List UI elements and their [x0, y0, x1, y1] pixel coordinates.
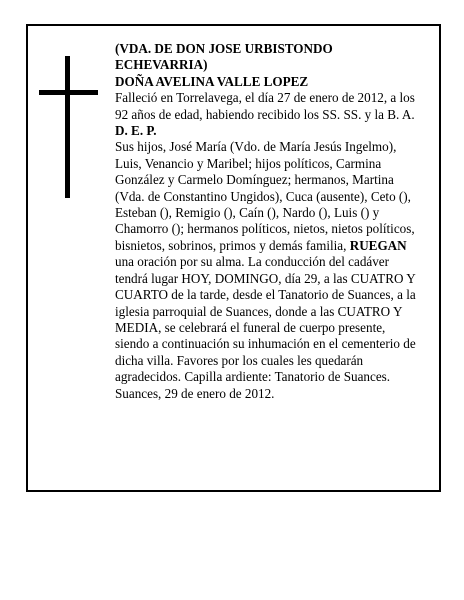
cross-horizontal-bar	[39, 90, 98, 95]
obituary-card	[26, 24, 441, 492]
family-text: Sus hijos, José María (Vdo. de María Jesús Ingelmo), Luis, Venancio y Maribel; hijos políticos, Carmina González y Carmelo Domínguez; hermanos, Martina (Vda. de Constantino Ungidos), Cuca (ausente), Ceto (), Esteban (), Remigio (), Caín (), Nardo (), Luis () y Chamorro (); hermanos políticos, nietos, nietos políticos, bisnietos, sobrinos, primos y demás familia,	[115, 139, 415, 253]
funeral-text: una oración por su alma. La conducción del cadáver tendrá lugar HOY, DOMINGO, día 29, a las CUATRO Y CUARTO de la tarde, desde el Tanatorio de Suances, a la iglesia parroquial de Suances, donde a las CUATRO Y MEDIA, se celebrará el funeral de cuerpo presente, siendo a continuación su inhumación en el cementerio de dicha villa. Favores por los cuales les quedarán agradecidos. Capilla ardiente: Tanatorio de Suances.	[115, 254, 416, 385]
family-paragraph	[115, 139, 421, 385]
deceased-name: DOÑA AVELINA VALLE LOPEZ	[115, 73, 309, 89]
cross-icon	[39, 56, 98, 198]
obituary-text	[115, 41, 421, 402]
place-date: Suances, 29 de enero de 2012.	[115, 385, 275, 401]
widow-of-line: (VDA. DE DON JOSE URBISTONDO ECHEVARRIA)	[115, 41, 333, 73]
rip-line: D. E. P.	[115, 123, 157, 139]
ruegan-word: RUEGAN	[349, 237, 407, 253]
cross-vertical-bar	[65, 56, 70, 198]
death-info: Falleció en Torrelavega, el día 27 de enero de 2012, a los 92 años de edad, habiendo recibido los SS. SS. y la B. A.	[115, 90, 415, 122]
